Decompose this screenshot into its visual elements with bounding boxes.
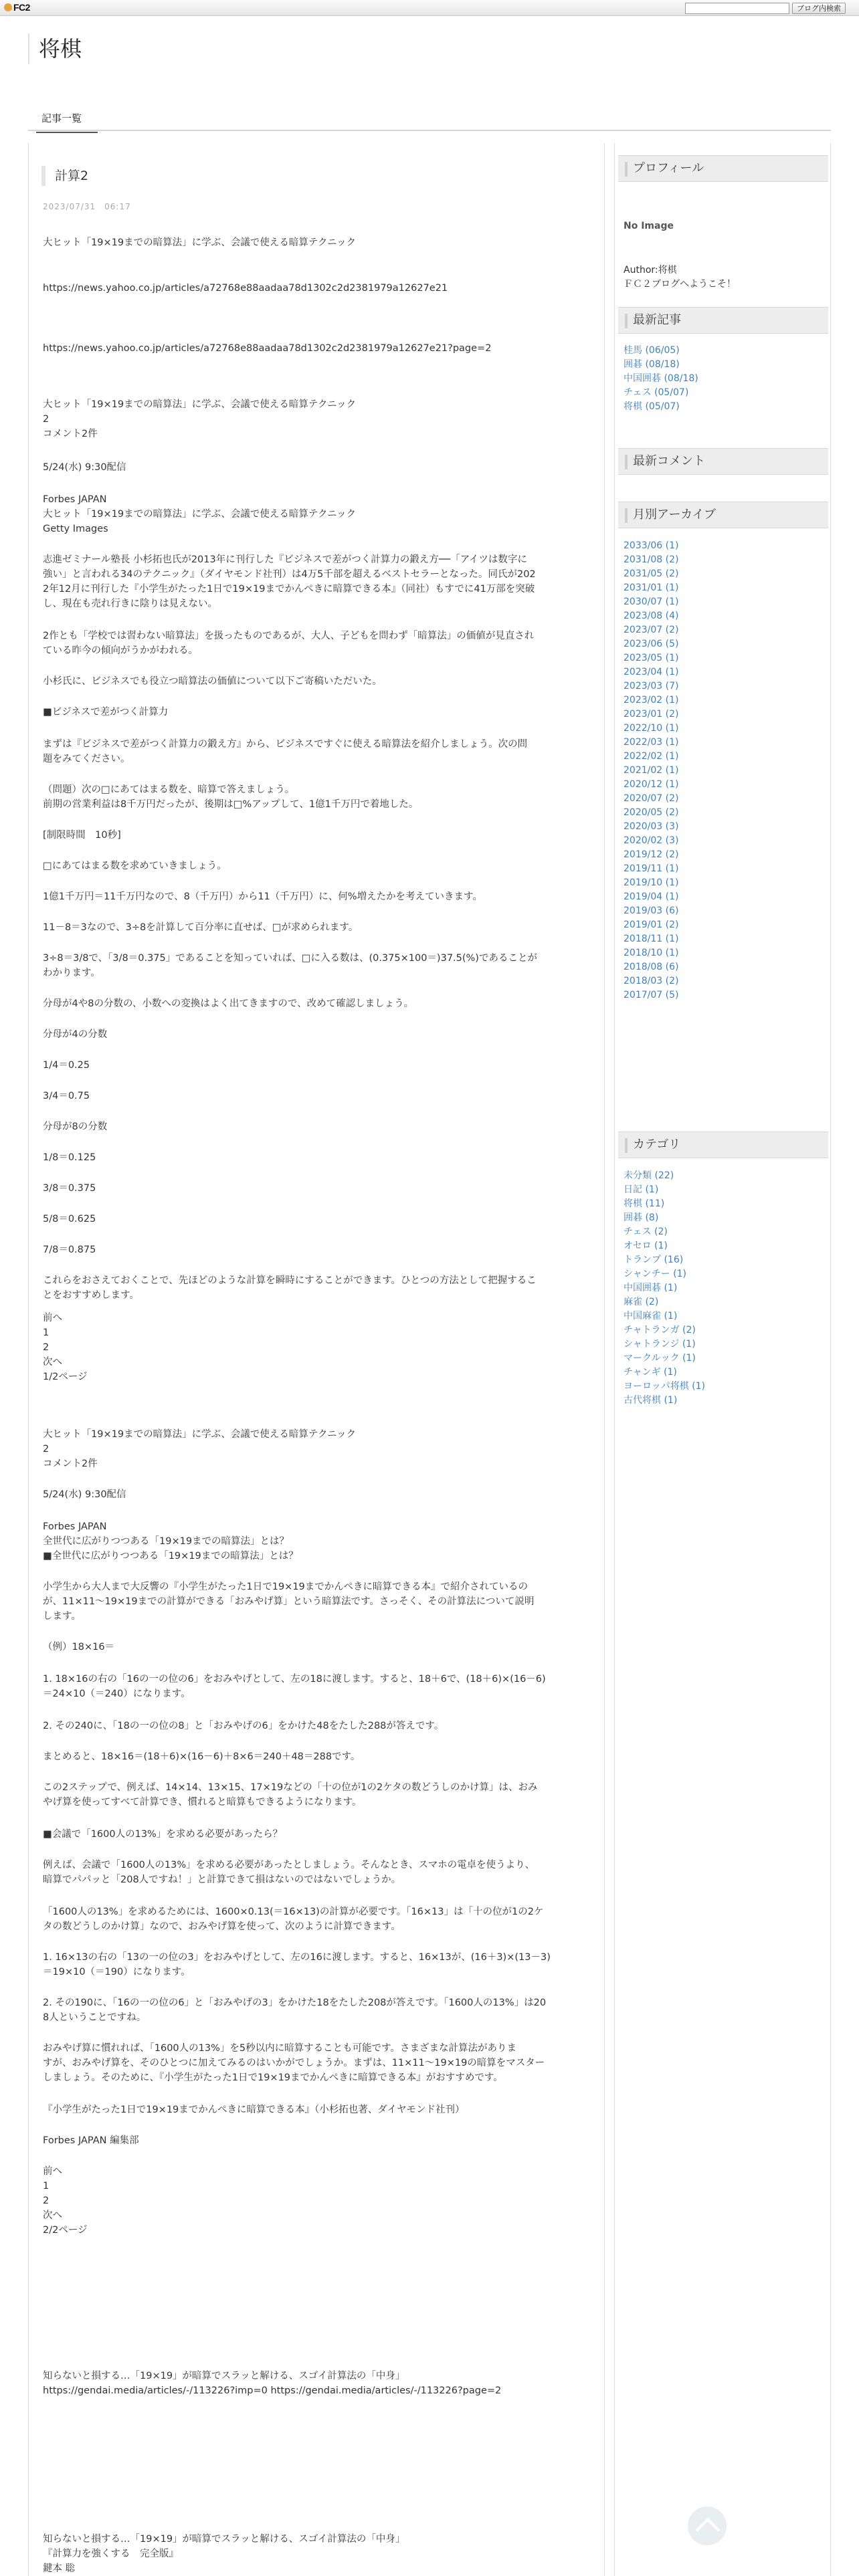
archive-item-link[interactable]: 2030/07 (1) (624, 597, 679, 607)
archive-item[interactable] (624, 974, 824, 988)
archive-item[interactable] (624, 736, 824, 750)
entry-line: コメント2件 (43, 1459, 98, 1469)
entry-line: 志進ゼミナール塾長 小杉拓也氏が2013年に刊行した『ビジネスで差がつく計算力の鍛え方──「アイツは数字に (43, 554, 527, 565)
entry-line: 例えば、会議で「1600人の13%」を求める必要があったとしましょう。そんなとき、スマホの電卓を使うより、 (43, 1860, 535, 1870)
archive-item[interactable] (624, 665, 824, 679)
fc2-logo[interactable]: FC2 (4, 2, 30, 13)
archive-item[interactable] (624, 792, 824, 806)
category-item[interactable] (624, 1366, 824, 1380)
entry-line: 3/4＝0.75 (43, 1091, 90, 1101)
archive-item-link[interactable]: 2020/12 (1) (624, 779, 679, 790)
entry-line: 『小学生がたった1日で19×19までかんぺきに暗算できる本』（小杉拓也著、ダイヤモンド社刊） (43, 2105, 465, 2115)
entry-line: （問題）次の□にあてはまる数を、暗算で答えましょう。 (43, 784, 295, 795)
entry-line: Forbes JAPAN (43, 1521, 107, 1532)
entry-line: 前へ (43, 2166, 62, 2177)
archive-item[interactable] (624, 708, 824, 722)
entry-line: し、現在も売れ行きに陰りは見えない。 (43, 599, 217, 609)
sidebar-heading-categories: カテゴリ (618, 1132, 828, 1158)
archive-item-link[interactable]: 2023/08 (4) (624, 611, 679, 621)
category-item-link[interactable]: チャンギ (1) (624, 1367, 677, 1378)
entry-line: 1 (43, 2181, 50, 2191)
archive-item-link[interactable]: 2031/05 (2) (624, 568, 679, 579)
archive-item-link[interactable]: 2019/10 (1) (624, 877, 679, 888)
entry-line: 3÷8＝3/8で、「3/8＝0.375」であることを知っていれば、□に入る数は、(0.375×100＝)37.5(%)であることが (43, 953, 537, 964)
recent-entry-item-link[interactable]: 中国囲碁 (08/18) (624, 373, 698, 384)
category-item-link[interactable]: ヨーロッパ将棋 (1) (624, 1381, 706, 1392)
archive-item[interactable] (624, 637, 824, 651)
entry-line: https://news.yahoo.co.jp/articles/a72768e88aadaa78d1302c2d2381979a12627e21 (43, 283, 448, 294)
category-item[interactable] (624, 1337, 824, 1352)
recent-entry-item[interactable] (624, 400, 824, 414)
archive-item-link[interactable]: 2019/11 (1) (624, 863, 679, 874)
entry-line: 小学生から大人まで大反響の『小学生がたった1日で19×19までかんぺきに暗算できる本』で紹介されているの (43, 1582, 528, 1592)
entry-line: わかります。 (43, 968, 100, 978)
archive-item[interactable] (624, 778, 824, 792)
blog-search-input[interactable] (685, 3, 789, 14)
entry-line: ■全世代に広がりつつある「19×19までの暗算法」とは？ (43, 1551, 298, 1562)
archive-item[interactable] (624, 960, 824, 974)
recent-entry-item-link[interactable]: 囲碁 (08/18) (624, 359, 680, 370)
blog-search-button[interactable]: ブログ内検索 (792, 3, 846, 14)
entry-line: 前期の営業利益は8千万円だったが、後期は□%アップして、1億1千万円で着地した。 (43, 799, 419, 810)
recent-entries-list (624, 344, 824, 414)
archive-item-link[interactable]: 2022/03 (1) (624, 737, 679, 748)
category-item[interactable] (624, 1253, 824, 1267)
archive-item[interactable] (624, 806, 824, 820)
archive-item-link[interactable]: 2023/07 (2) (624, 625, 679, 635)
category-item[interactable] (624, 1352, 824, 1366)
archive-item[interactable] (624, 722, 824, 736)
entry-line: 7/8＝0.875 (43, 1245, 96, 1255)
archive-item-link[interactable]: 2020/07 (2) (624, 793, 679, 804)
entry-line: 11－8＝3なので、3÷8を計算して百分率に直せば、□が求められます。 (43, 922, 359, 933)
archive-item[interactable] (624, 848, 824, 862)
entry-line: 1 (43, 1327, 50, 1338)
sidebar-heading-recent-entries: 最新記事 (618, 307, 828, 334)
category-item[interactable] (624, 1239, 824, 1253)
entry-line: 暗算でパパッと「208人ですね！」と計算できて損はないのではないでしょうか。 (43, 1874, 401, 1885)
entry-line: まとめると、18×16＝(18＋6)×(16－6)＋8×6＝240＋48＝288です。 (43, 1751, 361, 1762)
category-item[interactable] (624, 1211, 824, 1225)
archive-item-link[interactable]: 2019/03 (6) (624, 905, 679, 916)
category-item-link[interactable]: シャトランジ (1) (624, 1339, 696, 1350)
entry-line: 5/24(水) 9:30配信 (43, 462, 126, 473)
category-item-link[interactable]: 麻雀 (2) (624, 1297, 659, 1307)
archive-item[interactable] (624, 651, 824, 665)
entry-line: 1/8＝0.125 (43, 1152, 96, 1163)
fc2-toolbar (0, 0, 859, 16)
entry-line: 分母が8の分数 (43, 1121, 108, 1132)
category-item[interactable] (624, 1197, 824, 1211)
entry-line: 全世代に広がりつつある「19×19までの暗算法」とは？ (43, 1536, 290, 1547)
entry-line: とをおすすめします。 (43, 1290, 139, 1301)
archive-item[interactable] (624, 567, 824, 581)
archive-item-link[interactable]: 2022/02 (1) (624, 751, 679, 762)
entry-line: 2作とも「学校では習わない暗算法」を扱ったものであるが、大人、子どもを問わず「暗算法」の価値が見直され (43, 631, 535, 641)
archive-item-link[interactable]: 2023/03 (7) (624, 681, 679, 691)
category-item-link[interactable]: 将棋 (11) (624, 1198, 665, 1209)
category-item[interactable] (624, 1295, 824, 1309)
entry-line: 知らないと損する…「19×19」が暗算でスラッと解ける、スゴイ計算法の「中身」 (43, 2371, 405, 2381)
archive-item[interactable] (624, 764, 824, 778)
archive-item-link[interactable]: 2018/10 (1) (624, 948, 679, 958)
entry-line: https://gendai.media/articles/-/113226?imp=0 https://gendai.media/articles/-/113226?page=2 (43, 2385, 502, 2396)
entry-line: ている昨今の傾向がうかがわれる。 (43, 645, 198, 656)
sidebar-heading-recent-comments: 最新コメント (618, 448, 828, 475)
archive-item[interactable] (624, 581, 824, 595)
archive-item[interactable] (624, 904, 824, 918)
category-item[interactable] (624, 1169, 824, 1183)
archive-item-link[interactable]: 2018/11 (1) (624, 934, 679, 944)
entry-line: 分母が4の分数 (43, 1029, 108, 1040)
archive-item[interactable] (624, 890, 824, 904)
sidebar-heading-profile: プロフィール (618, 155, 828, 182)
profile-author: Author:将棋 (624, 265, 677, 276)
archive-item-link[interactable]: 2019/01 (2) (624, 920, 679, 930)
entry-line: 2 (43, 1444, 50, 1455)
entry-line: 「1600人の13%」を求めるためには、1600×0.13(＝16×13)の計算が必要です。「16×13」は「十の位が1の2ケ (43, 1907, 544, 1917)
entry-line: ■ビジネスで差がつく計算力 (43, 707, 169, 718)
entry-line: □にあてはまる数を求めていきましょう。 (43, 861, 227, 871)
category-item-link[interactable]: シャンチー (1) (624, 1269, 687, 1279)
recent-entry-item[interactable] (624, 372, 824, 386)
archive-item[interactable] (624, 862, 824, 876)
fc2-logo-icon (4, 3, 12, 11)
archive-item-link[interactable]: 2017/07 (5) (624, 990, 679, 1000)
entry-line: 2年12月に刊行した『小学生がたった1日で19×19までかんぺきに暗算できる本』（同社）もすでに41万部を突破 (43, 584, 535, 595)
archive-item[interactable] (624, 553, 824, 567)
entry-line: Forbes JAPAN (43, 494, 107, 505)
entry-line: 2. その240に、「18の一の位の8」と「おみやげの6」をかけた48をたした288が答えです。 (43, 1721, 444, 1731)
archive-item[interactable] (624, 539, 824, 553)
entry-line: 鍵本 聡 (43, 2563, 76, 2574)
entry-line: 題をみてください。 (43, 754, 130, 764)
archive-item-link[interactable]: 2018/03 (2) (624, 976, 679, 986)
archive-item[interactable] (624, 946, 824, 960)
entry-line: 次へ (43, 1357, 62, 1368)
entry-line: 2. その190に、「16の一の位の6」と「おみやげの3」をかけた18をたした208が答えです。「1600人の13%」は20 (43, 1998, 547, 2008)
entry-line: 『計算力を強くする 完全版』 (43, 2549, 179, 2559)
archive-item[interactable] (624, 693, 824, 708)
entry-line: まずは『ビジネスで差がつく計算力の鍛え方』から、ビジネスですぐに使える暗算法を紹介しましょう。次の問 (43, 739, 528, 750)
category-item-link[interactable]: 未分類 (22) (624, 1170, 674, 1181)
entry-line: が、11×11～19×19までの計算ができる「おみやげ算」という暗算法です。さっそく、その計算法について説明 (43, 1596, 535, 1607)
entry-line: コメント2件 (43, 429, 98, 439)
archive-item-link[interactable]: 2033/06 (1) (624, 540, 679, 551)
archive-item-link[interactable]: 2021/02 (1) (624, 765, 679, 776)
category-item-link[interactable]: マークルック (1) (624, 1353, 696, 1364)
archive-item-link[interactable]: 2031/01 (1) (624, 582, 679, 593)
entry-line: 2 (43, 414, 50, 425)
entry-line: 1. 16×13の右の「13の一の位の3」をおみやげとして、左の16に渡します。すると、16×13が、(16＋3)×(13－3) (43, 1952, 551, 1963)
recent-entry-item-link[interactable]: チェス (05/07) (624, 387, 689, 398)
archive-item[interactable] (624, 750, 824, 764)
category-item-link[interactable]: 日記 (1) (624, 1184, 659, 1195)
entry-line: 大ヒット「19×19までの暗算法」に学ぶ、会議で使える暗算テクニック (43, 509, 356, 520)
category-item[interactable] (624, 1281, 824, 1295)
archive-item-link[interactable]: 2023/02 (1) (624, 695, 679, 706)
archive-item-link[interactable]: 2023/01 (2) (624, 709, 679, 720)
entry-line: 知らないと損する…「19×19」が暗算でスラッと解ける、スゴイ計算法の「中身」 (43, 2534, 405, 2545)
category-item-link[interactable]: 囲碁 (8) (624, 1212, 659, 1223)
entry-line: しましょう。そのために、『小学生がたった1日で19×19までかんぺきに暗算できる本』がおすすめです。 (43, 2072, 503, 2083)
archive-item[interactable] (624, 595, 824, 609)
entry-line: 大ヒット「19×19までの暗算法」に学ぶ、会議で使える暗算テクニック (43, 1429, 356, 1440)
entry-line: 2 (43, 2195, 50, 2206)
entry-line: 3/8＝0.375 (43, 1183, 96, 1194)
entry-line: 分母が4や8の分数の、小数への変換はよく出てきますので、改めて確認しましょう。 (43, 998, 414, 1009)
entry-line: 5/24(水) 9:30配信 (43, 1489, 126, 1500)
nav-entry-list-link[interactable]: 記事一覧 (39, 111, 82, 125)
entry-line: Forbes JAPAN 編集部 (43, 2135, 139, 2146)
category-list (624, 1169, 824, 1408)
archive-item-link[interactable]: 2018/08 (6) (624, 962, 679, 972)
category-item-link[interactable]: 中国麻雀 (1) (624, 1311, 678, 1321)
entry-line: タの数どうしのかけ算」なので、おみやげ算を使って、次のように計算できます。 (43, 1921, 401, 1932)
archive-list (624, 539, 824, 1002)
category-item[interactable] (624, 1309, 824, 1323)
entry-line: （例）18×16＝ (43, 1642, 115, 1652)
archive-item[interactable] (624, 623, 824, 637)
category-item[interactable] (624, 1380, 824, 1394)
entry-line: 1億1千万円＝11千万円なので、8（千万円）から11（千万円）に、何%増えたかを考えていきます。 (43, 891, 482, 902)
entry-line: やげ算を使ってすべて計算でき、慣れると暗算もできるようになります。 (43, 1797, 362, 1808)
category-item[interactable] (624, 1323, 824, 1337)
category-item[interactable] (624, 1183, 824, 1197)
entry-line: 8人ということですね。 (43, 2012, 147, 2023)
recent-entry-item-link[interactable]: 将棋 (05/07) (624, 401, 680, 412)
page-top-button[interactable] (688, 2506, 727, 2545)
entry-line: 2 (43, 1342, 50, 1353)
archive-item-link[interactable]: 2019/04 (1) (624, 891, 679, 902)
archive-item-link[interactable]: 2023/04 (1) (624, 667, 679, 677)
category-item-link[interactable]: オセロ (1) (624, 1241, 668, 1251)
entry-line: 1/2ページ (43, 1372, 88, 1382)
archive-item[interactable] (624, 988, 824, 1002)
global-nav (28, 107, 831, 131)
profile-no-image: No Image (624, 221, 674, 231)
recent-entry-item-link[interactable]: 桂馬 (06/05) (624, 345, 680, 356)
entry-line: 小杉氏に、ビジネスでも役立つ暗算法の価値について以下ご寄稿いただいた。 (43, 676, 382, 687)
category-item-link[interactable]: チェス (2) (624, 1226, 668, 1237)
archive-item-link[interactable]: 2031/08 (2) (624, 554, 679, 565)
entry-line: すが、おみやげ算を、そのひとつに加えてみるのはいかがでしょうか。まずは、11×11～19×19の暗算をマスター (43, 2058, 545, 2068)
archive-item[interactable] (624, 932, 824, 946)
profile-welcome: ＦＣ２ブログへようこそ！ (624, 279, 736, 290)
archive-item[interactable] (624, 918, 824, 932)
category-item[interactable] (624, 1267, 824, 1281)
archive-item[interactable] (624, 679, 824, 693)
archive-item[interactable] (624, 820, 824, 834)
category-item-link[interactable]: 中国囲碁 (1) (624, 1283, 678, 1293)
entry-line: 5/8＝0.625 (43, 1214, 96, 1224)
category-item-link[interactable]: 古代将棋 (1) (624, 1395, 678, 1406)
blog-title[interactable]: 将棋 (28, 33, 82, 64)
recent-entry-item[interactable] (624, 344, 824, 358)
archive-item[interactable] (624, 834, 824, 848)
entry-line: https://news.yahoo.co.jp/articles/a72768e88aadaa78d1302c2d2381979a12627e21?page=2 (43, 343, 492, 354)
entry-line: この2ステップで、例えば、14×14、13×15、17×19などの「十の位が1の2ケタの数どうしのかけ算」は、おみ (43, 1782, 538, 1793)
archive-item-link[interactable]: 2020/05 (2) (624, 807, 679, 818)
sidebar-heading-archives: 月別アーカイブ (618, 502, 828, 528)
entry-line: ＝24×10（＝240）になります。 (43, 1689, 191, 1699)
archive-item-link[interactable]: 2023/05 (1) (624, 653, 679, 663)
entry-line: おみやげ算に慣れれば、「1600人の13%」を5秒以内に暗算することも可能です。さまざまな計算法がありま (43, 2043, 516, 2054)
entry-date: 2023/07/31 06:17 (43, 202, 131, 211)
entry-line: Getty Images (43, 524, 108, 534)
entry-line: 強い」と言われる34のテクニック』（ダイヤモンド社刊）は4万5千部を超えるベストセラーとなった。同氏が202 (43, 569, 536, 580)
entry-line: 次へ (43, 2210, 62, 2221)
entry-line: ＝19×10（＝190）になります。 (43, 1967, 191, 1977)
archive-item-link[interactable]: 2019/12 (2) (624, 849, 679, 860)
entry-line: 大ヒット「19×19までの暗算法」に学ぶ、会議で使える暗算テクニック (43, 237, 356, 248)
recent-entry-item[interactable] (624, 358, 824, 372)
archive-item[interactable] (624, 876, 824, 890)
archive-item-link[interactable]: 2020/03 (3) (624, 821, 679, 832)
entry-line: 2/2ページ (43, 2225, 88, 2236)
archive-item[interactable] (624, 609, 824, 623)
recent-entry-item[interactable] (624, 386, 824, 400)
entry-line: 1/4＝0.25 (43, 1060, 90, 1071)
entry-line: します。 (43, 1611, 81, 1622)
archive-item-link[interactable]: 2022/10 (1) (624, 723, 679, 734)
entry-line: ■会議で「1600人の13%」を求める必要があったら？ (43, 1829, 283, 1840)
entry-title[interactable]: 計算2 (41, 166, 88, 186)
category-item-link[interactable]: チャトランガ (2) (624, 1325, 696, 1335)
entry-line: [制限時間 10秒] (43, 830, 121, 841)
category-item-link[interactable]: トランプ (16) (624, 1255, 684, 1265)
entry-line: 大ヒット「19×19までの暗算法」に学ぶ、会議で使える暗算テクニック (43, 399, 356, 410)
archive-item-link[interactable]: 2023/06 (5) (624, 639, 679, 649)
archive-item-link[interactable]: 2020/02 (3) (624, 835, 679, 846)
category-item[interactable] (624, 1225, 824, 1239)
category-item[interactable] (624, 1394, 824, 1408)
entry-line: 前へ (43, 1313, 62, 1323)
entry-line: これらをおさえておくことで、先ほどのような計算を瞬時にすることができます。ひとつの方法として把握するこ (43, 1275, 537, 1286)
entry-line: 1. 18×16の右の「16の一の位の6」をおみやげとして、左の18に渡します。すると、18＋6で、(18＋6)×(16－6) (43, 1674, 546, 1685)
